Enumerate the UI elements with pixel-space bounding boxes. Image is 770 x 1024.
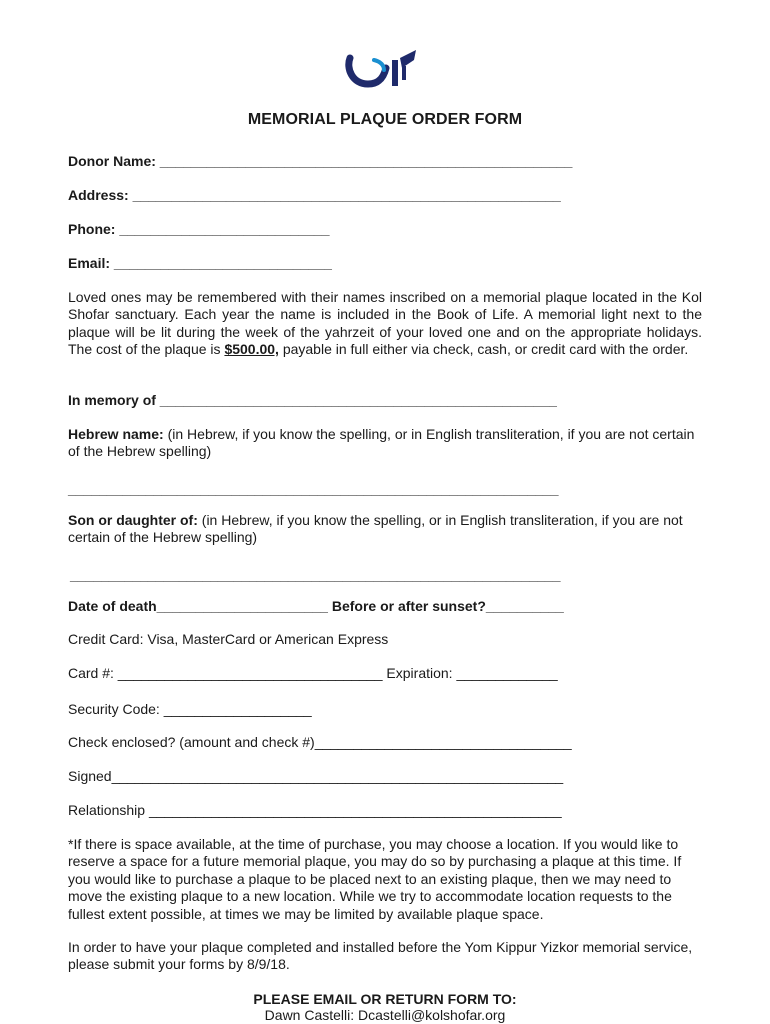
hebrew-name-instructions [68,426,708,461]
hebrew-name-note: (in Hebrew, if you know the spelling, or in English transliteration, if you are not certain of the Hebrew spelling) [68,426,695,460]
signed-field[interactable]: Signed__________________________________________________________ [68,768,564,784]
intro-text-1: Loved ones may be remembered with their names inscribed on a memorial plaque located in the Kol Shofar sanctuary. Each year the name is included in the Book of Life. A memorial light next to the plaque will be lit during the week of the yahrzeit of your loved one and on the appropriate holidays. The cost of the plaque is [68,289,702,358]
plaque-price: $500.00, [224,341,279,358]
submission-deadline: In order to have your plaque completed and installed before the Yom Kippur Yizkor memorial service, please submit your forms by 8/9/18. [68,939,693,973]
intro-text-2: payable in full either via check, cash, or credit card with the order. [278,341,689,358]
credit-card-types: Credit Card: Visa, MasterCard or American Express [68,631,389,647]
check-enclosed-field[interactable]: Check enclosed? (amount and check #)_________________________________ [68,734,572,750]
address-field[interactable]: Address: _______________________________________________________ [68,187,561,203]
email-field[interactable]: Email: ____________________________ [68,255,332,271]
form-title: MEMORIAL PLAQUE ORDER FORM [247,111,523,128]
kol-shofar-logo [344,44,424,96]
hebrew-name-label: Hebrew name: [68,426,164,442]
donor-name-field[interactable]: Donor Name: _____________________________________________________ [68,153,573,169]
son-daughter-field[interactable]: _______________________________________________________________ [70,567,561,583]
hebrew-name-field[interactable]: _______________________________________________________________ [68,481,559,497]
phone-field[interactable]: Phone: ___________________________ [68,221,330,237]
in-memory-of-field[interactable]: In memory of ___________________________________________________ [68,392,557,408]
son-daughter-note: (in Hebrew, if you know the spelling, or in English transliteration, if you are not certain of the Hebrew spelling) [68,512,683,546]
date-of-death-field[interactable]: Date of death______________________ Before or after sunset?__________ [68,598,564,614]
son-daughter-instructions [68,512,708,547]
intro-paragraph [68,289,702,359]
relationship-field[interactable]: Relationship _____________________________________________________ [68,802,562,818]
son-daughter-label: Son or daughter of: [68,512,198,528]
return-heading: PLEASE EMAIL OR RETURN FORM TO: [253,991,517,1007]
return-contact: Dawn Castelli: Dcastelli@kolshofar.org [264,1007,506,1023]
location-footnote: *If there is space available, at the time of purchase, you may choose a location. If you would like to reserve a space for a future memorial plaque, you may do so by purchasing a plaque at this time. If you would like to purchase a plaque to be placed next to an existing plaque, then we may need to move the existing plaque to a new location. While we try to accommodate location requests to the fullest extent possible, at times we may be limited by available plaque space. [68,836,682,922]
card-number-field[interactable]: Card #: __________________________________ Expiration: _____________ [68,665,558,681]
security-code-field[interactable]: Security Code: ___________________ [68,701,312,717]
